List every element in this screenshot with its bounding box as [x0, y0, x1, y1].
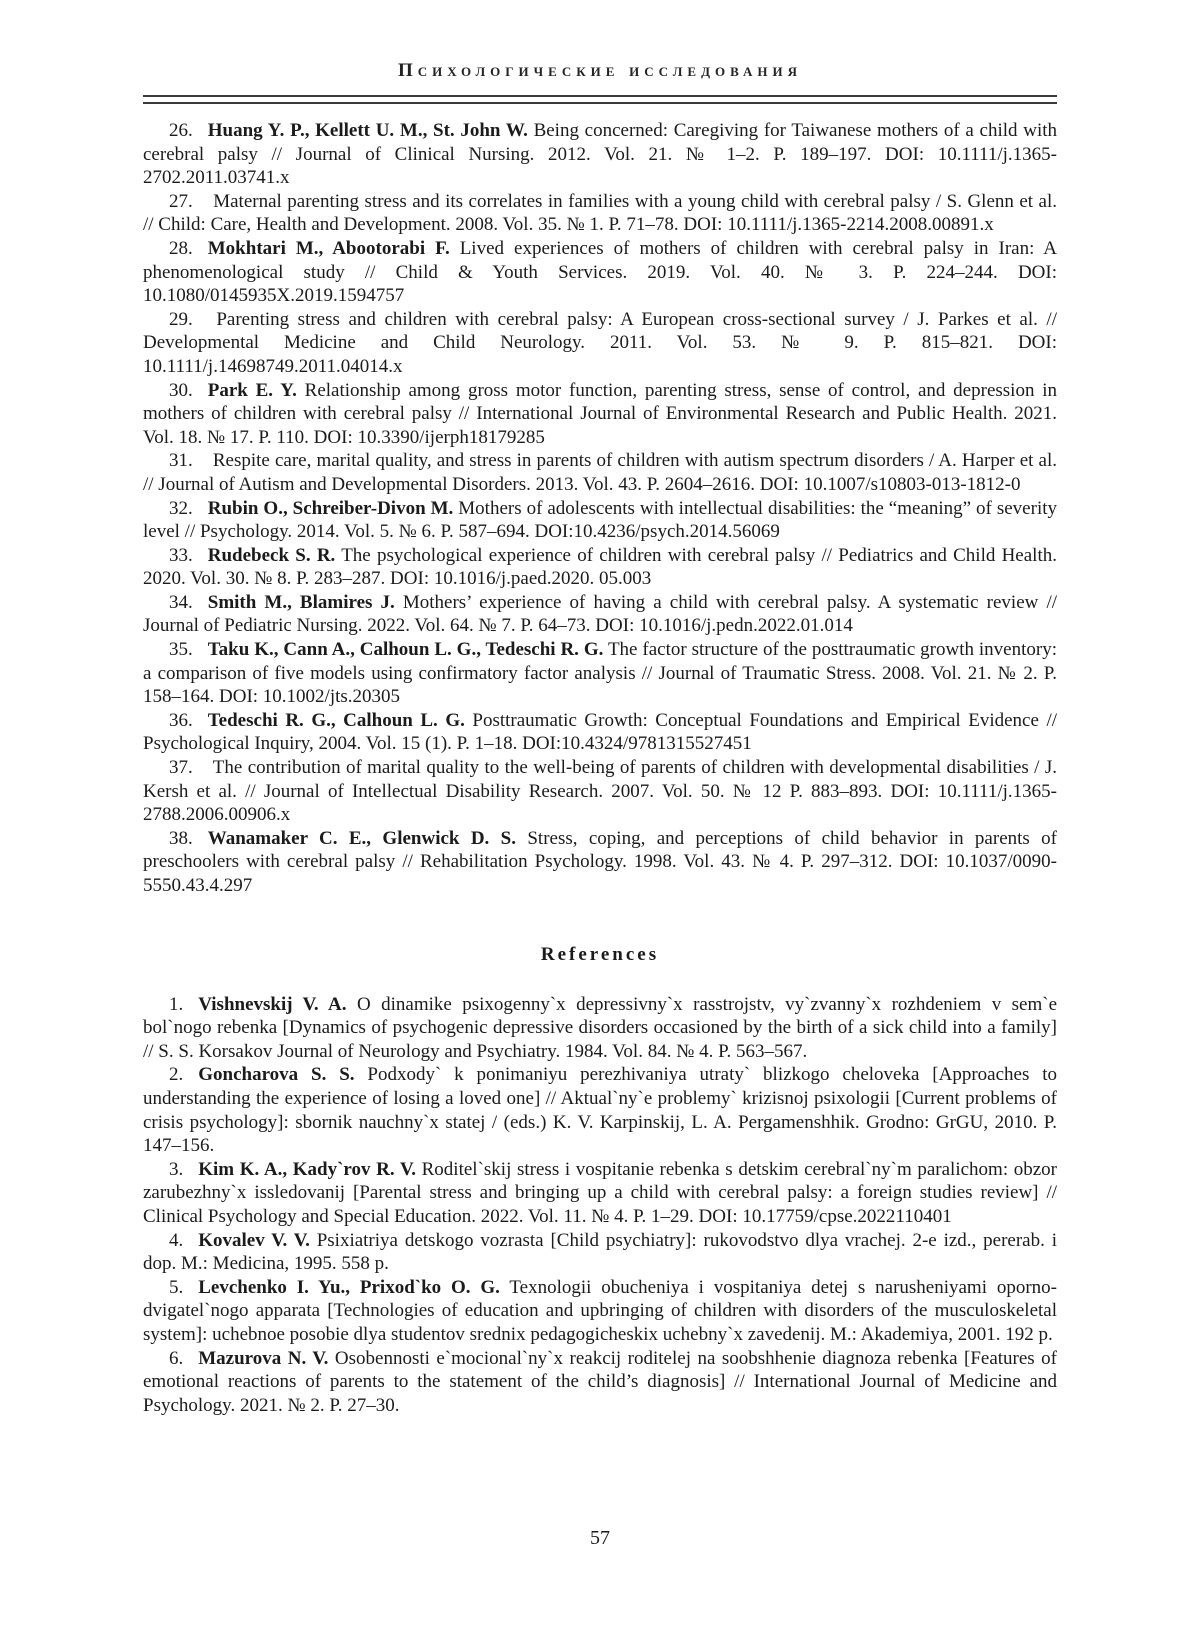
- reference-number: 5.: [169, 1276, 184, 1298]
- reference-authors: Rudebeck S. R.: [207, 544, 336, 566]
- reference-item: [143, 591, 1057, 638]
- reference-authors: Goncharova S. S.: [198, 1064, 355, 1086]
- reference-item: [143, 709, 1057, 756]
- reference-item: [143, 1276, 1057, 1347]
- reference-number: 38.: [169, 827, 193, 849]
- header-rule: [143, 95, 1057, 104]
- reference-item: [143, 449, 1057, 496]
- reference-text: Lived experiences of mothers of children with cerebral palsy in Iran: A phenomenological study // Child & Youth Services. 2019. Vol. 40. № 3. P. 224–244. DOI: 10.1080/0145935X.2019.1594757: [143, 237, 1058, 307]
- reference-number: 32.: [169, 497, 193, 519]
- reference-text: The psychological experience of children with cerebral palsy // Pediatrics and Child Health. 2020. Vol. 30. № 8. P. 283–287. DOI: 10.1016/j.paed.2020. 05.003: [143, 544, 1057, 590]
- reference-text: O dinamike psixogenny`x depressivny`x rasstrojstv, vy`zvanny`x rozhdeniem v sem`e bol`nogo rebenka [Dynamics of psychogenic depressive disorders occasioned by the birth of a sick child into a family] // S. S. Korsakov Journal of Neurology and Psychiatry. 1984. Vol. 84. № 4. P. 563–567.: [143, 993, 1058, 1062]
- reference-authors: Smith M., Blamires J.: [207, 591, 395, 613]
- reference-text: Stress, coping, and perceptions of child behavior in parents of preschoolers with cerebral palsy // Rehabilitation Psychology. 1998. Vol. 43. № 4. P. 297–312. DOI: 10.1037/0090-5550.43.4.297: [143, 827, 1057, 896]
- reference-number: 35.: [169, 639, 193, 661]
- reference-number: 4.: [169, 1229, 184, 1251]
- reference-text: Posttraumatic Growth: Conceptual Foundations and Empirical Evidence // Psychological Inquiry, 2004. Vol. 15 (1). P. 1–18. DOI:10.4324/9781315527451: [143, 709, 1058, 755]
- page-number: 57: [590, 1527, 610, 1549]
- running-head: Психологические исследования: [397, 60, 803, 81]
- reference-authors: Huang Y. P., Kellett U. M., St. John W.: [207, 120, 528, 141]
- reference-item: [143, 1158, 1057, 1229]
- reference-number: 1.: [169, 993, 184, 1015]
- reference-number: 26.: [169, 120, 193, 141]
- reference-text: Psixiatriya detskogo vozrasta [Child psychiatry]: rukovodstvo dlya vrachej. 2-e izd., pererab. i dop. M.: Medicina, 1995. 558 p.: [143, 1229, 1057, 1275]
- reference-authors: Rubin O., Schreiber-Divon M.: [207, 497, 454, 519]
- reference-text: Mothers’ experience of having a child with cerebral palsy. A systematic review // Journal of Pediatric Nursing. 2022. Vol. 64. № 7. P. 64–73. DOI: 10.1016/j.pedn.2022.01.014: [143, 591, 1058, 637]
- bibliography-section: [143, 119, 1057, 898]
- reference-authors: Tedeschi R. G., Calhoun L. G.: [207, 709, 465, 731]
- reference-text: Being concerned: Caregiving for Taiwanese mothers of a child with cerebral palsy // Journal of Clinical Nursing. 2012. Vol. 21. № 1–2. P. 189–197. DOI: 10.1111/j.1365-2702.2011.03741.x: [143, 120, 1058, 189]
- reference-text: Maternal parenting stress and its correlates in families with a young child with cerebral palsy / S. Glenn et al. // Child: Care, Health and Development. 2008. Vol. 35. № 1. P. 71–78. DOI: 10.1111/j.1365-2214.2008.00891.x: [143, 190, 1057, 236]
- reference-text: Podxody` k ponimaniyu perezhivaniya utraty` blizkogo cheloveka [Approaches to understanding the experience of losing a loved one] // Aktual`ny`e problemy` krizisnoj psixologii [Current problems of crisis psychology]: sbornik nauchny`x statej / (eds.) K. V. Karpinskij, L. A. Pergamenshhik. Grodno: GrGU, 2010. P. 147–156.: [143, 1064, 1057, 1157]
- reference-number: 27.: [169, 190, 193, 212]
- references-section: [143, 993, 1057, 1418]
- references-heading: References: [540, 943, 660, 965]
- reference-item: [143, 497, 1057, 544]
- reference-number: 30.: [169, 379, 193, 401]
- reference-authors: Taku K., Cann A., Calhoun L. G., Tedeschi R. G.: [207, 639, 604, 661]
- reference-number: 3.: [169, 1158, 184, 1180]
- reference-text: Osobennosti e`mocional`ny`x reakcij roditelej na soobshhenie diagnoza rebenka [Features of emotional reactions of parents to the statement of the child’s diagnosis] // International Journal of Medicine and Psychology. 2021. № 2. P. 27–30.: [143, 1347, 1058, 1416]
- reference-authors: Vishnevskij V. A.: [198, 993, 347, 1015]
- reference-item: [143, 993, 1057, 1064]
- reference-authors: Kovalev V. V.: [198, 1229, 310, 1251]
- reference-item: [143, 119, 1057, 190]
- reference-authors: Mazurova N. V.: [198, 1347, 329, 1369]
- reference-item: [143, 827, 1057, 898]
- reference-authors: Mokhtari M., Abootorabi F.: [207, 237, 450, 259]
- reference-number: 2.: [169, 1064, 184, 1086]
- reference-authors: Kim K. A., Kady`rov R. V.: [198, 1158, 416, 1180]
- reference-number: 6.: [169, 1347, 184, 1369]
- reference-item: [143, 1229, 1057, 1276]
- reference-number: 29.: [169, 308, 193, 330]
- reference-number: 36.: [169, 709, 193, 731]
- reference-item: [143, 237, 1057, 308]
- reference-text: Respite care, marital quality, and stress in parents of children with autism spectrum disorders / A. Harper et al. // Journal of Autism and Developmental Disorders. 2013. Vol. 43. P. 2604–2616. DOI: 10.1007/s10803-013-1812-0: [143, 450, 1057, 495]
- reference-item: [143, 379, 1057, 450]
- reference-number: 31.: [169, 450, 193, 472]
- reference-number: 33.: [169, 544, 193, 566]
- reference-text: Parenting stress and children with cerebral palsy: A European cross-sectional survey / J. Parkes et al. // Developmental Medicine and Child Neurology. 2011. Vol. 53. № 9. P. 815–821. DOI: 10.1111/j.14698749.2011.04014.x: [143, 308, 1057, 377]
- reference-number: 28.: [169, 237, 193, 259]
- reference-item: [143, 1347, 1057, 1418]
- page-content: [143, 60, 1057, 1417]
- reference-item: [143, 190, 1057, 237]
- reference-item: [143, 638, 1057, 709]
- reference-authors: Park E. Y.: [207, 379, 297, 401]
- reference-item: [143, 308, 1057, 379]
- reference-text: Texnologii obucheniya i vospitaniya detej s narusheniyami oporno-dvigatel`nogo apparata [Technologies of education and upbringing of children with disorders of the musculoskeletal system]: uchebnoe posobie dlya studentov srednix pedagogicheskix uchebny`x zavedenij. M.: Akademiya, 2001. 192 p.: [143, 1276, 1057, 1345]
- reference-item: [143, 544, 1057, 591]
- reference-text: Relationship among gross motor function, parenting stress, sense of control, and depression in mothers of children with cerebral palsy // International Journal of Environmental Research and Public Health. 2021. Vol. 18. № 17. P. 110. DOI: 10.3390/ijerph18179285: [143, 379, 1057, 448]
- reference-number: 34.: [169, 591, 193, 613]
- reference-authors: Wanamaker C. E., Glenwick D. S.: [207, 827, 516, 849]
- reference-text: Roditel`skij stress i vospitanie rebenka s detskim cerebral`ny`m paralichom: obzor zarubezhny`x issledovanij [Parental stress and bringing up a child with cerebral palsy: a foreign studies review] // Clinical Psychology and Special Education. 2022. Vol. 11. № 4. P. 1–29. DOI: 10.17759/cpse.2022110401: [143, 1158, 1058, 1227]
- reference-item: [143, 756, 1057, 827]
- reference-authors: Levchenko I. Yu., Prixod`ko O. G.: [198, 1276, 500, 1298]
- reference-text: The factor structure of the posttraumatic growth inventory: a comparison of five models using confirmatory factor analysis // Journal of Traumatic Stress. 2008. Vol. 21. № 2. P. 158–164. DOI: 10.1002/jts.20305: [143, 639, 1057, 708]
- reference-number: 37.: [169, 757, 193, 779]
- reference-text: Mothers of adolescents with intellectual disabilities: the “meaning” of severity level // Psychology. 2014. Vol. 5. № 6. P. 587–694. DOI:10.4236/psych.2014.56069: [143, 497, 1057, 543]
- reference-item: [143, 1063, 1057, 1157]
- reference-text: The contribution of marital quality to the well-being of parents of children with developmental disabilities / J. Kersh et al. // Journal of Intellectual Disability Research. 2007. Vol. 50. № 12 P. 883–893. DOI: 10.1111/j.1365-2788.2006.00906.x: [143, 757, 1057, 826]
